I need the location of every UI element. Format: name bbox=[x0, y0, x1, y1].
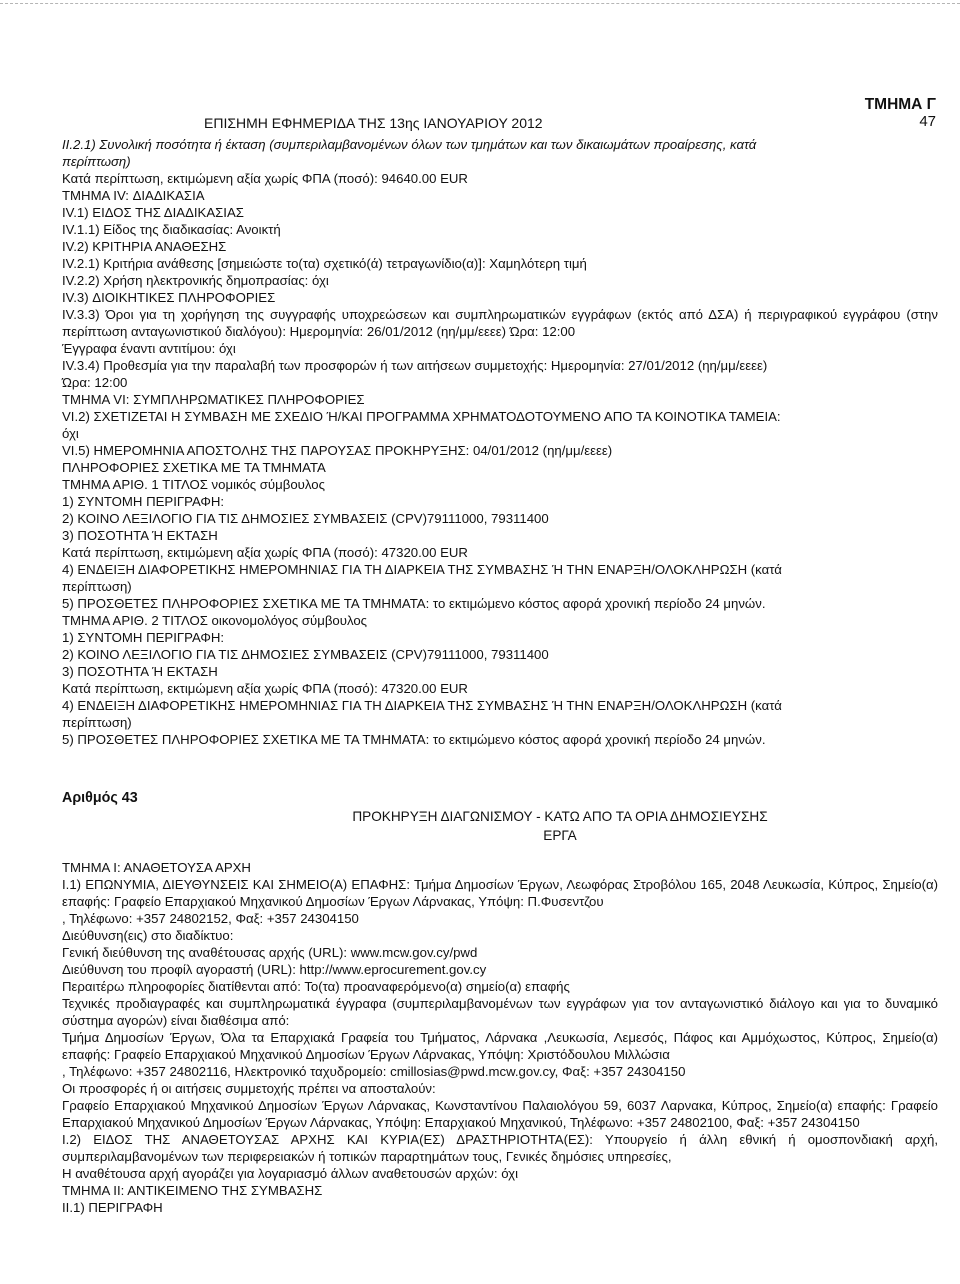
page-header-right bbox=[865, 96, 936, 130]
text-line: 3) ΠΟΣΟΤΗΤΑ Ή ΕΚΤΑΣΗ bbox=[62, 664, 218, 679]
text-line: 1) ΣΥΝΤΟΜΗ ΠΕΡΙΓΡΑΦΗ: bbox=[62, 630, 225, 645]
general-address-line: Γενική διεύθυνση της αναθέτουσας αρχής (URL): www.mcw.gov.cy/pwd bbox=[62, 945, 478, 960]
text-line: Κατά περίπτωση, εκτιμώμενη αξία χωρίς ΦΠΑ (ποσό): 94640.00 EUR bbox=[62, 171, 468, 186]
text-line: VI.2) ΣΧΕΤΙΖΕΤΑΙ Η ΣΥΜΒΑΣΗ ΜΕ ΣΧΕΔΙΟ Ή/ΚΑΙ ΠΡΟΓΡΑΜΜΑ ΧΡΗΜΑΤΟΔΟΤΟΥΜΕΝΟ ΑΠΟ ΤΑ ΚΟΙΝΟΤΙΚΑ ΤΑΜΕΙΑ: bbox=[62, 409, 781, 424]
paragraph-iv-3-4: IV.3.4) Προθεσμία για την παραλαβή των προσφορών ή των αιτήσεων συμμετοχής: Ημερομηνία: 27/01/2012 (ηη/μμ/εεεε) bbox=[62, 358, 768, 373]
paragraph-i-2: Ι.2) ΕΙΔΟΣ ΤΗΣ ΑΝΑΘΕΤΟΥΣΑΣ ΑΡΧΗΣ ΚΑΙ ΚΥΡΙΑ(ΕΣ) ΔΡΑΣΤΗΡΙΟΤΗΤΑ(ΕΣ): Υπουργείο ή άλλη εθνική ή ομοσπονδιακή αρχή, συμπεριλαμβανομένων των περιφερειακών ή τοπικών παραρτημάτων τους, Γενικές δημόσιες υπηρεσίες, bbox=[62, 1132, 938, 1164]
gazette-title: ΕΠΙΣΗΜΗ ΕΦΗΜΕΡΙΔΑ ΤΗΣ 13ης ΙΑΝΟΥΑΡΙΟΥ 2012 bbox=[204, 115, 543, 131]
text-line: IV.1) ΕΙΔΟΣ ΤΗΣ ΔΙΑΔΙΚΑΣΙΑΣ bbox=[62, 205, 244, 220]
document-body bbox=[62, 136, 938, 1216]
text-line: Διεύθυνση(εις) στο διαδίκτυο: bbox=[62, 928, 234, 943]
lot-2 bbox=[62, 612, 938, 748]
buyer-profile-line: Διεύθυνση του προφίλ αγοραστή (URL): http://www.eprocurement.gov.cy bbox=[62, 962, 487, 977]
text-line: IV.2.2) Χρήση ηλεκτρονικής δημοπρασίας: όχι bbox=[62, 273, 329, 288]
paragraph-tenders-address: Γραφείο Επαρχιακού Μηχανικού Δημοσίων Έργων Λάρνακας, Κωνσταντίνου Παλαιολόγου 59, 6037 Λαρνακα, Κύπρος, Σημείο(α) επαφής: Γραφείο Επαρχιακού Μηχανικού Δημοσίων Έργων Λάρνακας, Υπόψη: Επαρχιακού Μηχανικού, Τηλέφωνο: +357 24802100, Φαξ: +357 24304150 bbox=[62, 1098, 938, 1130]
paragraph-iv-3-3: IV.3.3) Όροι για τη χορήγηση της συγγραφής υποχρεώσεων και συμπληρωματικών εγγράφων (εκτός από ΔΣΑ) ή περιγραφικού εγγράφου (στην περίπτωση ανταγωνιστικού διαλόγου): Ημερομηνία: 26/01/2012 (ηη/μμ/εεεε) Ώρα: 12:00 bbox=[62, 307, 938, 339]
notice-43 bbox=[62, 790, 938, 1216]
text-line: Κατά περίπτωση, εκτιμώμενη αξία χωρίς ΦΠΑ (ποσό): 47320.00 EUR bbox=[62, 681, 468, 696]
text-line: περίπτωση) bbox=[62, 715, 132, 730]
text-line: ΤΜΗΜΑ IV: ΔΙΑΔΙΚΑΣΙΑ bbox=[62, 188, 205, 203]
text-line: ΙΙ.2.1) Συνολική ποσότητα ή έκταση (συμπεριλαμβανομένων όλων των τμημάτων και των δικαιωμάτων προαίρεσης, κατά bbox=[62, 137, 757, 152]
text-line: , Τηλέφωνο: +357 24802152, Φαξ: +357 24304150 bbox=[62, 911, 359, 926]
lot-1 bbox=[62, 476, 938, 612]
text-line: VI.5) ΗΜΕΡΟΜΗΝΙΑ ΑΠΟΣΤΟΛΗΣ ΤΗΣ ΠΑΡΟΥΣΑΣ ΠΡΟΚΗΡΥΞΗΣ: 04/01/2012 (ηη/μμ/εεεε) bbox=[62, 443, 613, 458]
text-line: περίπτωση) bbox=[62, 579, 132, 594]
scan-edge-line bbox=[0, 0, 960, 4]
paragraph-i-1: Ι.1) ΕΠΩΝΥΜΙΑ, ΔΙΕΥΘΥΝΣΕΙΣ ΚΑΙ ΣΗΜΕΙΟ(Α) ΕΠΑΦΗΣ: Τμήμα Δημοσίων Έργων, Λεωφόρας Στροβόλου 165, 2048 Λευκωσία, Κύπρος, Σημείο(α) επαφής: Γραφείο Επαρχιακού Μηχανικού Δημοσίων Έργων Λάρνακας, Υπόψη: Π.Φυσεντζου bbox=[62, 877, 938, 909]
text-line: Οι προσφορές ή οι αιτήσεις συμμετοχής πρέπει να αποσταλούν: bbox=[62, 1081, 436, 1096]
text-line: 5) ΠΡΟΣΘΕΤΕΣ ΠΛΗΡΟΦΟΡΙΕΣ ΣΧΕΤΙΚΑ ΜΕ ΤΑ ΤΜΗΜΑΤΑ: το εκτιμώμενο κόστος αφορά χρονική περίοδο 24 μηνών. bbox=[62, 596, 766, 611]
lot-title: ΤΜΗΜΑ ΑΡΙΘ. 1 ΤΙΤΛΟΣ νομικός σύμβουλος bbox=[62, 477, 325, 492]
text-line: IV.2) ΚΡΙΤΗΡΙΑ ΑΝΑΘΕΣΗΣ bbox=[62, 239, 227, 254]
text-line: 1) ΣΥΝΤΟΜΗ ΠΕΡΙΓΡΑΦΗ: bbox=[62, 494, 225, 509]
lots-heading: ΠΛΗΡΟΦΟΡΙΕΣ ΣΧΕΤΙΚΑ ΜΕ ΤΑ ΤΜΗΜΑΤΑ bbox=[62, 460, 326, 475]
text-line: ΙΙ.1) ΠΕΡΙΓΡΑΦΗ bbox=[62, 1200, 163, 1215]
text-line: Ώρα: 12:00 bbox=[62, 375, 128, 390]
paragraph-specs: Τεχνικές προδιαγραφές και συμπληρωματικά έγγραφα (συμπεριλαμβανομένων των εγγράφων για τον ανταγωνιστικό διάλογο και για το δυναμικό σύστημα αγορών) είναι διαθέσιμα από: bbox=[62, 996, 938, 1028]
text-line: IV.2.1) Κριτήρια ανάθεσης [σημειώστε το(τα) σχετικό(ά) τετραγωνίδιο(α)]: Χαμηλότερη τιμή bbox=[62, 256, 587, 271]
section-heading: ΤΜΗΜΑ ΙΙ: ΑΝΤΙΚΕΙΜΕΝΟ ΤΗΣ ΣΥΜΒΑΣΗΣ bbox=[62, 1183, 323, 1198]
notice-title: ΠΡΟΚΗΡΥΞΗ ΔΙΑΓΩΝΙΣΜΟΥ - ΚΑΤΩ ΑΠΟ ΤΑ ΟΡΙΑ ΔΗΜΟΣΙΕΥΣΗΣ bbox=[352, 809, 768, 824]
page-number: 47 bbox=[919, 113, 936, 130]
text-line: 5) ΠΡΟΣΘΕΤΕΣ ΠΛΗΡΟΦΟΡΙΕΣ ΣΧΕΤΙΚΑ ΜΕ ΤΑ ΤΜΗΜΑΤΑ: το εκτιμώμενο κόστος αφορά χρονική περίοδο 24 μηνών. bbox=[62, 732, 766, 747]
notice-number: Αριθμός 43 bbox=[62, 790, 138, 806]
text-line: 4) ΕΝΔΕΙΞΗ ΔΙΑΦΟΡΕΤΙΚΗΣ ΗΜΕΡΟΜΗΝΙΑΣ ΓΙΑ ΤΗ ΔΙΑΡΚΕΙΑ ΤΗΣ ΣΥΜΒΑΣΗΣ Ή ΤΗΝ ΕΝΑΡΞΗ/ΟΛΟΚΛΗΡΩΣΗ (κατά bbox=[62, 698, 782, 713]
text-line: περίπτωση) bbox=[62, 154, 131, 169]
paragraph-specs-source: Τμήμα Δημοσίων Έργων, Όλα τα Επαρχιακά Γραφεία του Τμήματος, Λάρνακα ,Λευκωσία, Λεμεσός, Πάφος και Αμμόχωστος, Κύπρος, Σημείο(α) επαφής: Γραφείο Επαρχιακού Μηχανικού Δημοσίων Έργων Λάρνακας, Υπόψη: Χριστόδουλου Μιλλώσια bbox=[62, 1030, 938, 1062]
text-line: Περαιτέρω πληροφορίες διατίθενται από: Το(τα) προαναφερόμενο(α) σημείο(α) επαφής bbox=[62, 979, 570, 994]
text-line: 2) ΚΟΙΝΟ ΛΕΞΙΛΟΓΙΟ ΓΙΑ ΤΙΣ ΔΗΜΟΣΙΕΣ ΣΥΜΒΑΣΕΙΣ (CPV)79111000, 79311400 bbox=[62, 647, 549, 662]
text-line: όχι bbox=[62, 426, 79, 441]
text-line: IV.1.1) Είδος της διαδικασίας: Ανοικτή bbox=[62, 222, 281, 237]
text-line: ΤΜΗΜΑ VI: ΣΥΜΠΛΗΡΩΜΑΤΙΚΕΣ ΠΛΗΡΟΦΟΡΙΕΣ bbox=[62, 392, 365, 407]
text-line: Η αναθέτουσα αρχή αγοράζει για λογαριασμό άλλων αναθετουσών αρχών: όχι bbox=[62, 1166, 519, 1181]
section-tag: ΤΜΗΜΑ Γ bbox=[864, 96, 936, 113]
text-line: 4) ΕΝΔΕΙΞΗ ΔΙΑΦΟΡΕΤΙΚΗΣ ΗΜΕΡΟΜΗΝΙΑΣ ΓΙΑ ΤΗ ΔΙΑΡΚΕΙΑ ΤΗΣ ΣΥΜΒΑΣΗΣ Ή ΤΗΝ ΕΝΑΡΞΗ/ΟΛΟΚΛΗΡΩΣΗ (κατά bbox=[62, 562, 782, 577]
lot-title: ΤΜΗΜΑ ΑΡΙΘ. 2 ΤΙΤΛΟΣ οικονομολόγος σύμβουλος bbox=[62, 613, 368, 628]
text-line: Έγγραφα έναντι αντιτίμου: όχι bbox=[62, 341, 236, 356]
text-line: 2) ΚΟΙΝΟ ΛΕΞΙΛΟΓΙΟ ΓΙΑ ΤΙΣ ΔΗΜΟΣΙΕΣ ΣΥΜΒΑΣΕΙΣ (CPV)79111000, 79311400 bbox=[62, 511, 549, 526]
section-heading: ΤΜΗΜΑ Ι: ΑΝΑΘΕΤΟΥΣΑ ΑΡΧΗ bbox=[62, 860, 251, 875]
text-line: IV.3) ΔΙΟΙΚΗΤΙΚΕΣ ΠΛΗΡΟΦΟΡΙΕΣ bbox=[62, 290, 276, 305]
text-line: Κατά περίπτωση, εκτιμώμενη αξία χωρίς ΦΠΑ (ποσό): 47320.00 EUR bbox=[62, 545, 468, 560]
text-line: 3) ΠΟΣΟΤΗΤΑ Ή ΕΚΤΑΣΗ bbox=[62, 528, 218, 543]
notice-subtitle: ΕΡΓΑ bbox=[543, 828, 577, 843]
text-line: , Τηλέφωνο: +357 24802116, Ηλεκτρονικό ταχυδρομείο: cmillosias@pwd.mcw.gov.cy, Φαξ: +357 24304150 bbox=[62, 1064, 686, 1079]
